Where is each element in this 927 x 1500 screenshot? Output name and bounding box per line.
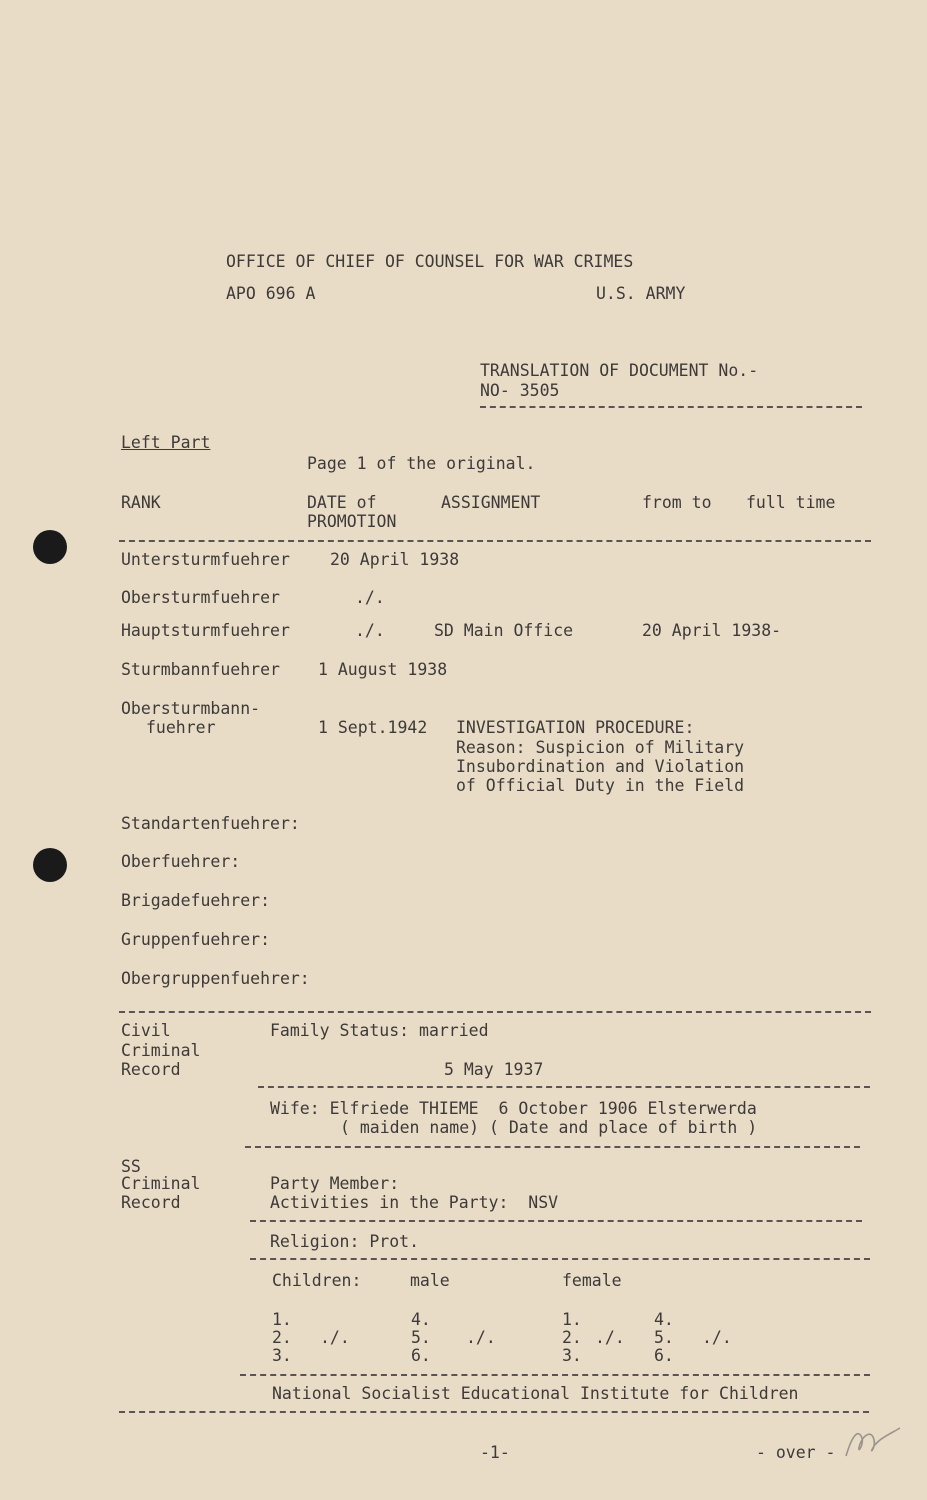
rank-name: Obersturmfuehrer bbox=[121, 588, 280, 607]
family-status: Family Status: married bbox=[270, 1021, 489, 1040]
army-label: U.S. ARMY bbox=[596, 284, 686, 303]
rank-from: 20 April 1938- bbox=[642, 621, 782, 640]
column-date: DATE of bbox=[307, 493, 377, 512]
column-assignment: ASSIGNMENT bbox=[441, 493, 541, 512]
civil-label: Record bbox=[121, 1060, 181, 1079]
child-number: 4. bbox=[654, 1310, 674, 1329]
rank-date: 20 April 1938 bbox=[330, 550, 460, 569]
ss-label: Criminal bbox=[121, 1174, 201, 1193]
child-number: 1. bbox=[562, 1310, 582, 1329]
page-note: Page 1 of the original. bbox=[307, 454, 536, 473]
civil-label: Criminal bbox=[121, 1041, 201, 1060]
rank-date: ./. bbox=[355, 588, 385, 607]
rank-name: Gruppenfuehrer: bbox=[121, 930, 271, 949]
wife-note: ( maiden name) ( Date and place of birth ) bbox=[340, 1118, 758, 1137]
divider bbox=[119, 1411, 869, 1413]
wife-details: Wife: Elfriede THIEME 6 October 1906 Elsterwerda bbox=[270, 1099, 757, 1118]
none-mark: ./. bbox=[702, 1328, 732, 1347]
column-rank: RANK bbox=[121, 493, 161, 512]
investigation-reason: of Official Duty in the Field bbox=[456, 776, 745, 795]
children-label: Children: bbox=[272, 1271, 362, 1290]
rank-name: Obersturmbann- bbox=[121, 699, 261, 718]
divider bbox=[240, 1374, 870, 1376]
child-number: 3. bbox=[272, 1346, 292, 1365]
punch-hole-top bbox=[33, 530, 67, 564]
document-number: NO- 3505 bbox=[480, 381, 560, 400]
translation-title: TRANSLATION OF DOCUMENT No.- bbox=[480, 361, 759, 380]
child-number: 2. bbox=[272, 1328, 292, 1347]
child-number: 5. bbox=[411, 1328, 431, 1347]
child-number: 2. bbox=[562, 1328, 582, 1347]
office-heading: OFFICE OF CHIEF OF COUNSEL FOR WAR CRIMES bbox=[226, 252, 634, 271]
column-from-to: from to bbox=[642, 493, 712, 512]
page-number: -1- bbox=[480, 1443, 510, 1462]
child-number: 5. bbox=[654, 1328, 674, 1347]
rank-name: Hauptsturmfuehrer bbox=[121, 621, 290, 640]
child-number: 4. bbox=[411, 1310, 431, 1329]
rank-name: Sturmbannfuehrer bbox=[121, 660, 280, 679]
none-mark: ./. bbox=[595, 1328, 625, 1347]
marriage-date: 5 May 1937 bbox=[444, 1060, 544, 1079]
child-number: 3. bbox=[562, 1346, 582, 1365]
rank-name-cont: fuehrer bbox=[146, 718, 216, 737]
none-mark: ./. bbox=[466, 1328, 496, 1347]
handwritten-mark-icon bbox=[838, 1416, 908, 1466]
ss-label: SS bbox=[121, 1157, 141, 1176]
rank-name: Standartenfuehrer: bbox=[121, 814, 300, 833]
divider bbox=[245, 1146, 860, 1148]
column-date-promotion: PROMOTION bbox=[307, 512, 397, 531]
napola-line: National Socialist Educational Institute for Children bbox=[272, 1384, 799, 1403]
child-number: 6. bbox=[654, 1346, 674, 1365]
column-full-time: full time bbox=[746, 493, 836, 512]
rank-name: Obergruppenfuehrer: bbox=[121, 969, 310, 988]
child-number: 1. bbox=[272, 1310, 292, 1329]
punch-hole-bottom bbox=[33, 848, 67, 882]
civil-label: Civil bbox=[121, 1021, 171, 1040]
rank-assignment: SD Main Office bbox=[434, 621, 574, 640]
over-note: - over - bbox=[756, 1443, 836, 1462]
divider bbox=[250, 1258, 870, 1260]
divider bbox=[250, 1220, 862, 1222]
children-male: male bbox=[410, 1271, 450, 1290]
apo-number: APO 696 A bbox=[226, 284, 316, 303]
divider bbox=[119, 540, 871, 542]
rank-name: Oberfuehrer: bbox=[121, 852, 241, 871]
rank-name: Untersturmfuehrer bbox=[121, 550, 290, 569]
rank-name: Brigadefuehrer: bbox=[121, 891, 271, 910]
investigation-reason: Reason: Suspicion of Military bbox=[456, 738, 745, 757]
ss-label: Record bbox=[121, 1193, 181, 1212]
party-member: Party Member: bbox=[270, 1174, 400, 1193]
divider bbox=[119, 1011, 871, 1013]
divider bbox=[258, 1086, 870, 1088]
child-number: 6. bbox=[411, 1346, 431, 1365]
religion: Religion: Prot. bbox=[270, 1232, 420, 1251]
investigation-reason: Insubordination and Violation bbox=[456, 757, 745, 776]
party-activities: Activities in the Party: NSV bbox=[270, 1193, 559, 1212]
investigation-title: INVESTIGATION PROCEDURE: bbox=[456, 718, 695, 737]
rank-date: 1 August 1938 bbox=[318, 660, 448, 679]
left-part-label: Left Part bbox=[121, 433, 211, 452]
rank-date: ./. bbox=[355, 621, 385, 640]
children-female: female bbox=[562, 1271, 622, 1290]
rank-date: 1 Sept.1942 bbox=[318, 718, 428, 737]
divider bbox=[480, 406, 862, 408]
none-mark: ./. bbox=[320, 1328, 350, 1347]
